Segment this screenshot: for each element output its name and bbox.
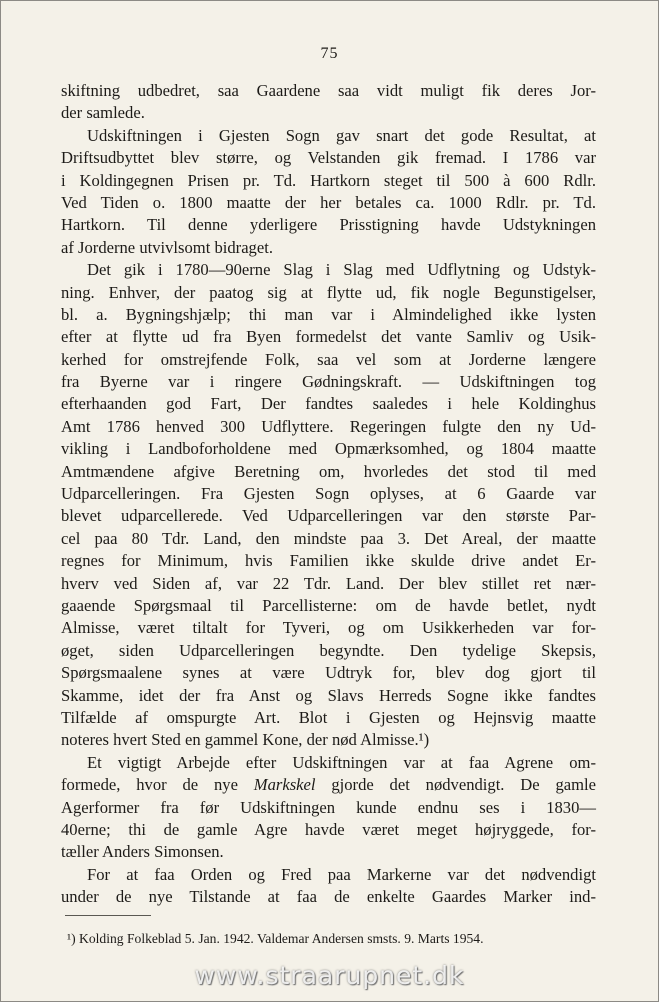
footnote-rule: [65, 915, 151, 916]
text-line: efter at flytte ud fra Byen formedelst det vante Samliv og Usik-: [61, 327, 596, 347]
text-segment: gjorde det nødvendigt. De gamle: [315, 775, 596, 795]
footnote: ¹) Kolding Folkeblad 5. Jan. 1942. Valdemar Andersen smsts. 9. Marts 1954.: [67, 931, 484, 946]
text-line: skiftning udbedret, saa Gaardene saa vidt muligt fik deres Jor-: [61, 81, 596, 100]
text-segment: formede, hvor de nye: [61, 775, 254, 795]
text-line: af Jorderne utvivlsomt bidraget.: [61, 237, 273, 257]
text-line: regnes for Minimum, hvis Familien ikke skulde drive andet Er-: [61, 551, 596, 571]
text-line: Et vigtigt Arbejde efter Udskiftningen var at faa Agrene om-: [87, 752, 596, 772]
text-line: kerhed for omstrejfende Folk, saa vel som at Jorderne længere: [61, 349, 596, 369]
text-line: Agerformer fra før Udskiftningen kunde endnu ses i 1830—: [61, 797, 596, 817]
text-line: cel paa 80 Tdr. Land, den mindste paa 3. Det Areal, der maatte: [61, 528, 596, 548]
text-line: Udparcelleringen. Fra Gjesten Sogn oplyses, at 6 Gaarde var: [61, 484, 596, 504]
text-line: Hartkorn. Til denne yderligere Prisstigning havde Udstykningen: [61, 215, 596, 235]
text-line: noteres hvert Sted en gammel Kone, der nød Almisse.¹): [61, 730, 430, 750]
text-line: Driftsudbyttet blev større, og Velstanden gik fremad. I 1786 var: [61, 148, 596, 168]
text-line: under de nye Tilstande at faa de enkelte Gaardes Marker ind-: [61, 887, 596, 907]
text-line: gaaende Spørgsmaal til Parcellisterne: om de havde betlet, nydt: [61, 595, 596, 615]
watermark: www.straarupnet.dk: [194, 961, 465, 990]
text-line: Tilfælde af omspurgte Art. Blot i Gjesten og Hejnsvig maatte: [61, 707, 596, 727]
text-line: Amt 1786 henved 300 Udflyttere. Regeringen fulgte den ny Ud-: [61, 416, 596, 436]
body-text: [61, 80, 596, 908]
text-line: 40erne; thi de gamle Agre havde været meget højryggede, for-: [61, 819, 596, 839]
italic-term: Markskel: [253, 775, 316, 795]
text-line: Spørgsmaalene synes at være Udtryk for, blev dog gjort til: [61, 663, 596, 683]
text-line: øget, siden Udparcelleringen begyndte. Den tydelige Skepsis,: [61, 640, 596, 660]
text-line: efterhaanden god Fart, Der fandtes saaledes i hele Koldinghus: [61, 394, 596, 414]
text-line: blevet udparcellerede. Ved Udparcelleringen var den største Par-: [61, 506, 596, 526]
text-line: For at faa Orden og Fred paa Markerne var det nødvendigt: [87, 864, 596, 884]
text-line: Udskiftningen i Gjesten Sogn gav snart det gode Resultat, at: [87, 125, 596, 145]
text-line: fra Byerne var i ringere Gødningskraft. — Udskiftningen tog: [61, 372, 596, 392]
text-line: Det gik i 1780—90erne Slag i Slag med Udflytning og Udstyk-: [87, 260, 596, 280]
text-line: Ved Tiden o. 1800 maatte der her betales ca. 1000 Rdlr. pr. Td.: [61, 192, 596, 212]
text-line: bl. a. Bygningshjælp; thi man var i Almindelighed ikke lysten: [61, 304, 596, 324]
text-line: ning. Enhver, der paatog sig at flytte ud, fik nogle Begunstigelser,: [61, 282, 596, 302]
text-line: i Koldingegnen Prisen pr. Td. Hartkorn steget til 500 à 600 Rdlr.: [61, 170, 596, 190]
text-line: tæller Anders Simonsen.: [61, 842, 224, 862]
text-line: hverv ved Siden af, var 22 Tdr. Land. Der blev stillet ret nær-: [61, 573, 596, 593]
text-line: Almisse, været tiltalt for Tyveri, og om Usikkerheden var for-: [61, 618, 596, 638]
text-line: Skamme, idet der fra Anst og Slavs Herreds Sogne ikke fandtes: [61, 685, 596, 705]
page-number: 75: [320, 45, 339, 62]
text-line: vikling i Landboforholdene med Opmærksomhed, og 1804 maatte: [61, 439, 596, 459]
text-line: Amtmændene afgive Beretning om, hvorledes det stod til med: [61, 461, 596, 481]
text-line: der samlede.: [61, 103, 145, 123]
text-line: [61, 774, 596, 796]
